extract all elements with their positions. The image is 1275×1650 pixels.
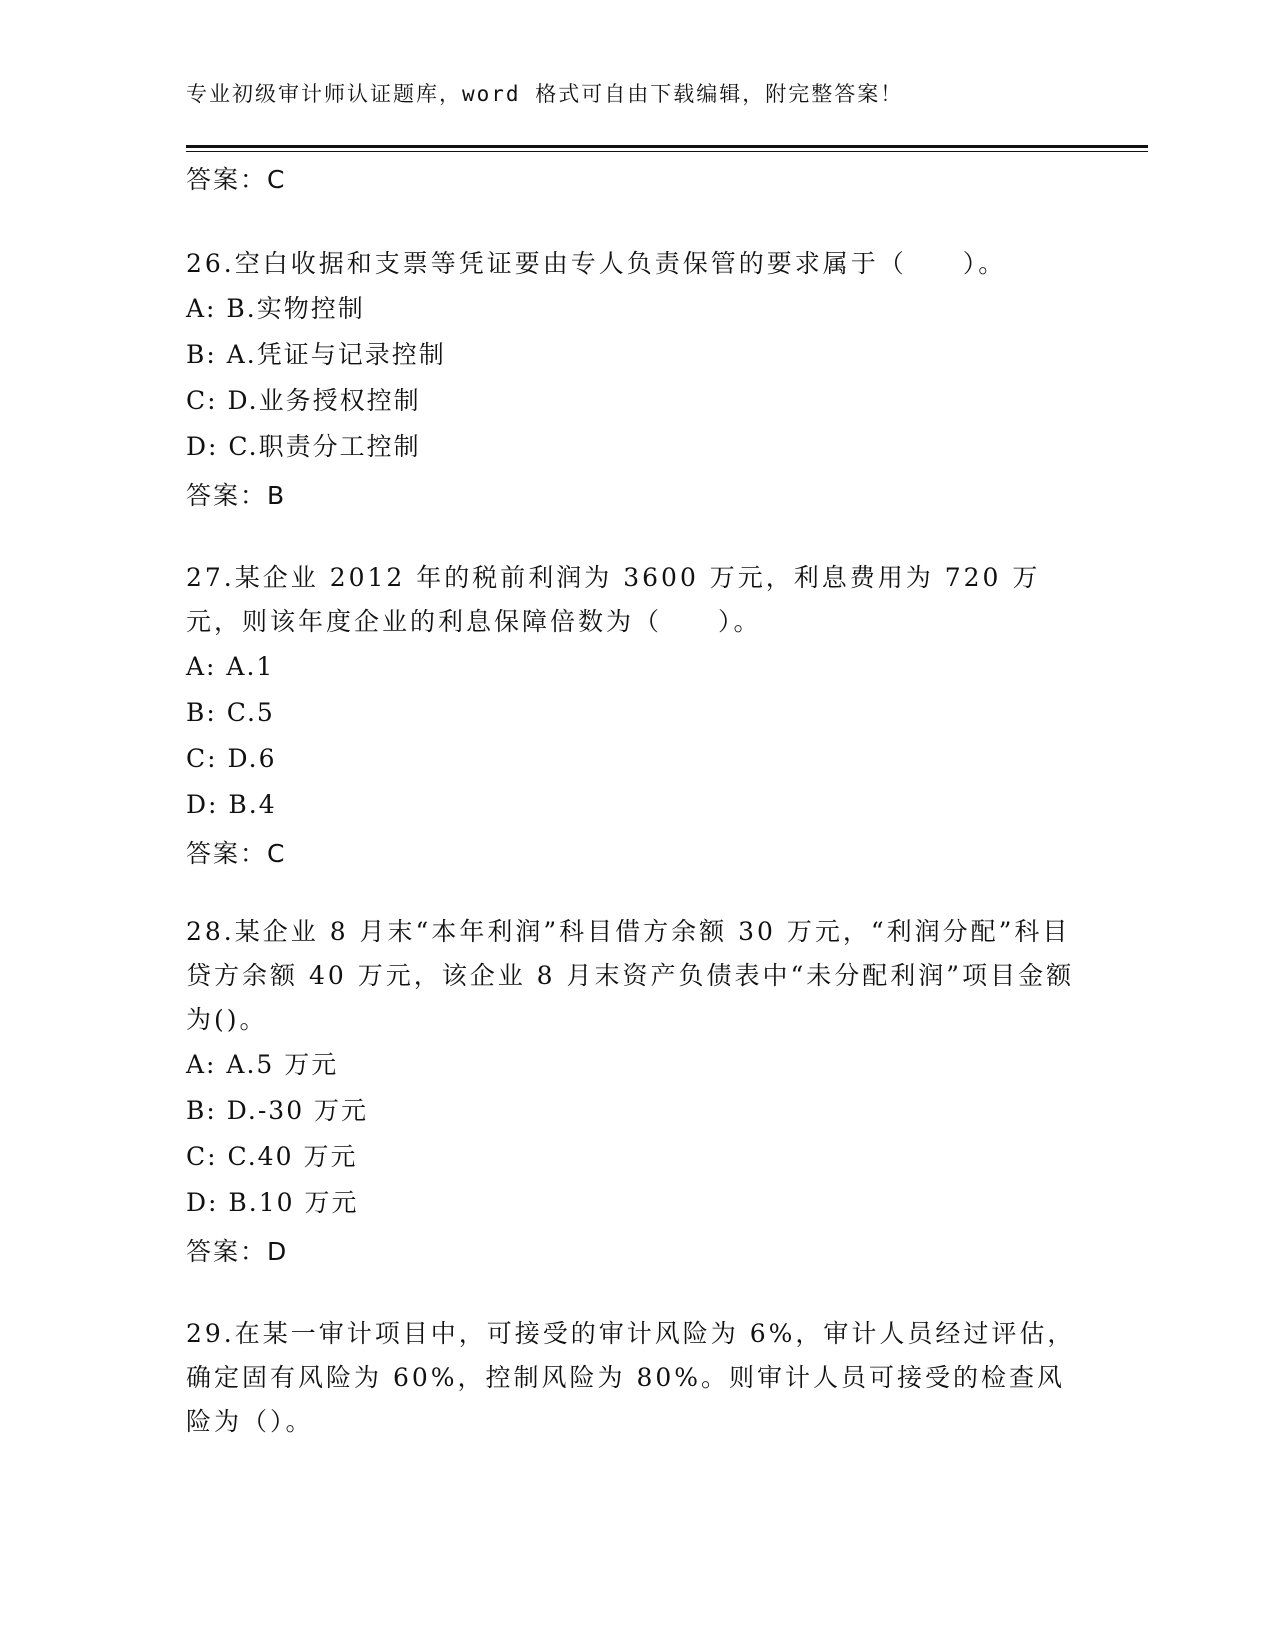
question-27 bbox=[186, 556, 1086, 870]
option-d: D: B.10 万元 bbox=[186, 1188, 359, 1217]
answer-line: 答案：C bbox=[186, 839, 287, 868]
option-b: B: C.5 bbox=[186, 698, 275, 727]
header-divider bbox=[186, 145, 1148, 148]
option-a: A: B.实物控制 bbox=[186, 294, 365, 323]
question-stem: 29.在某一审计项目中，可接受的审计风险为 6%，审计人员经过评估，确定固有风险为 60%，控制风险为 80%。则审计人员可接受的检查风险为（）。 bbox=[186, 1319, 1076, 1436]
header-title: 专业初级审计师认证题库，word 格式可自由下载编辑，附完整答案！ bbox=[186, 82, 904, 106]
option-c: C: D.业务授权控制 bbox=[186, 386, 421, 415]
header-divider-thin bbox=[186, 151, 1148, 152]
question-stem: 27.某企业 2012 年的税前利润为 3600 万元，利息费用为 720 万元，则该年度企业的利息保障倍数为（ ）。 bbox=[186, 563, 1041, 636]
option-c: C: C.40 万元 bbox=[186, 1142, 358, 1171]
question-stem: 26.空白收据和支票等凭证要由专人负责保管的要求属于（ ）。 bbox=[186, 249, 1007, 278]
option-a: A: A.1 bbox=[186, 652, 275, 681]
option-b: B: D.-30 万元 bbox=[186, 1096, 369, 1125]
option-d: D: B.4 bbox=[186, 790, 277, 819]
option-a: A: A.5 万元 bbox=[186, 1050, 339, 1079]
question-28 bbox=[186, 910, 1086, 1268]
question-26 bbox=[186, 242, 1086, 512]
question-29 bbox=[186, 1312, 1086, 1444]
option-d: D: C.职责分工控制 bbox=[186, 432, 421, 461]
question-stem: 28.某企业 8 月末“本年利润”科目借方余额 30 万元，“利润分配”科目贷方余额 40 万元，该企业 8 月末资产负债表中“未分配利润”项目金额为()。 bbox=[186, 917, 1075, 1034]
answer-line: 答案：D bbox=[186, 1237, 289, 1266]
answer-line: 答案：B bbox=[186, 481, 287, 510]
option-b: B: A.凭证与记录控制 bbox=[186, 340, 446, 369]
option-c: C: D.6 bbox=[186, 744, 277, 773]
answer-line: 答案：C bbox=[186, 165, 287, 194]
